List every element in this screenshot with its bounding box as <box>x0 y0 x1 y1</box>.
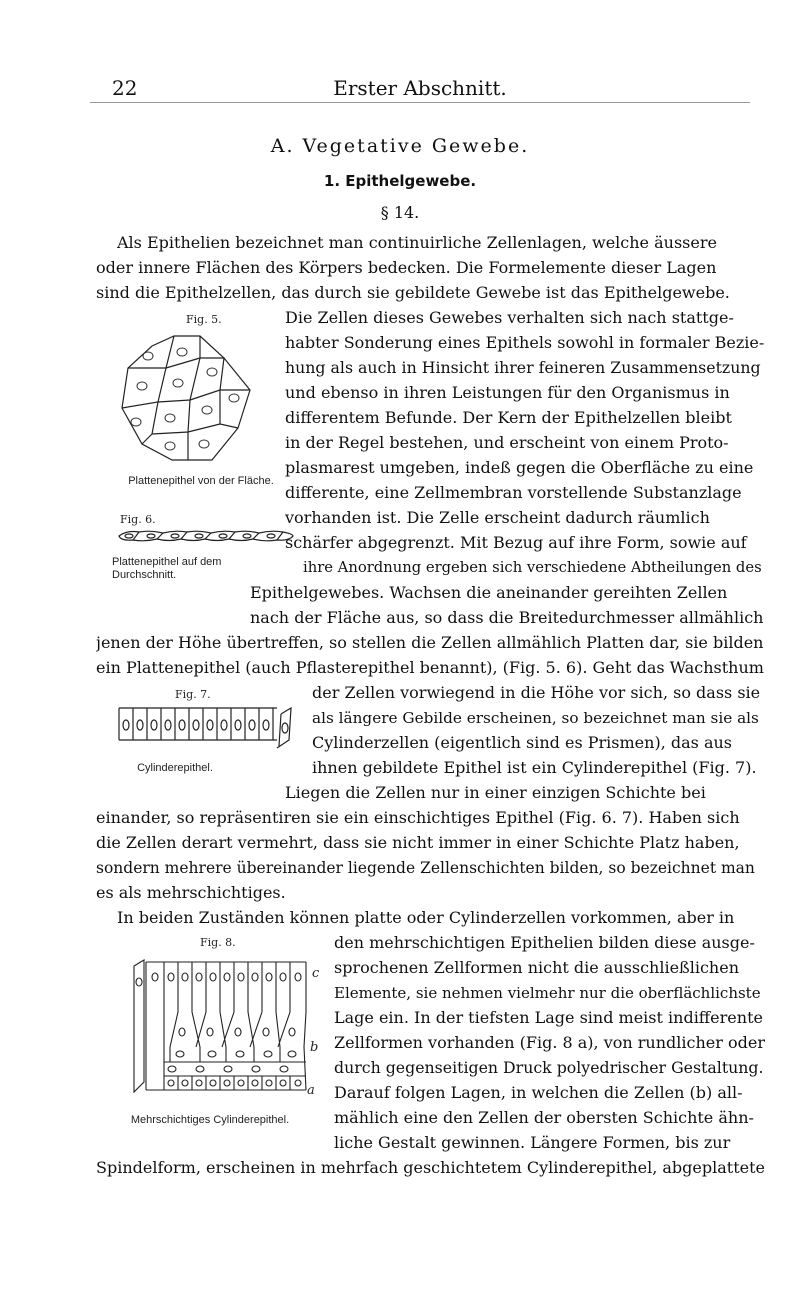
paragraph-mark: § 14. <box>380 203 420 222</box>
text-line: oder innere Flächen des Körpers bedecken. Die Formelemente dieser Lagen <box>96 258 717 277</box>
text-line: und ebenso in ihren Leistungen für den Organismus in <box>285 383 730 402</box>
figure-letter-c: c <box>312 966 320 981</box>
text-line: Als Epithelien bezeichnet man continuirliche Zellenlagen, welche äussere <box>117 233 717 252</box>
text-line: jenen der Höhe übertreffen, so stellen die Zellen allmählich Platten dar, sie bilden <box>96 633 764 652</box>
text-line: schärfer abgegrenzt. Mit Bezug auf ihre Form, sowie auf <box>285 533 747 552</box>
text-line: Lage ein. In der tiefsten Lage sind meist indifferente <box>334 1008 763 1027</box>
figure-letter-b: b <box>310 1040 319 1055</box>
text-line: als längere Gebilde erscheinen, so bezeichnet man sie als <box>312 709 759 727</box>
running-head <box>90 70 750 103</box>
figure-caption: Cylinderepithel. <box>137 762 213 774</box>
text-line: die Zellen derart vermehrt, dass sie nicht immer in einer Schichte Platz haben, <box>96 833 740 852</box>
figure-caption: Plattenepithel von der Fläche. <box>128 475 274 487</box>
text-line: ein Plattenepithel (auch Pflasterepithel benannt), (Fig. 5. 6). Geht das Wachsthum <box>96 658 764 677</box>
text-line: Darauf folgen Lagen, in welchen die Zellen (b) all- <box>334 1083 743 1102</box>
text-line: habter Sonderung eines Epithels sowohl in formaler Bezie- <box>285 333 765 352</box>
running-title: Erster Abschnitt. <box>333 76 507 100</box>
text-line: Cylinderzellen (eigentlich sind es Prismen), das aus <box>312 733 732 752</box>
text-line: einander, so repräsentiren sie ein einschichtiges Epithel (Fig. 6. 7). Haben sich <box>96 808 740 827</box>
text-line: Spindelform, erscheinen in mehrfach geschichtetem Cylinderepithel, abgeplattete <box>96 1158 765 1177</box>
text-line: nach der Fläche aus, so dass die Breitedurchmesser allmählich <box>250 608 764 627</box>
text-line: liche Gestalt gewinnen. Längere Formen, bis zur <box>334 1133 731 1152</box>
page-number: 22 <box>112 76 138 100</box>
text-line: ihre Anordnung ergeben sich verschiedene Abtheilungen des <box>303 559 762 576</box>
figure-letter-a: a <box>307 1083 315 1098</box>
text-line: es als mehrschichtiges. <box>96 883 286 902</box>
text-line: hung als auch in Hinsicht ihrer feineren Zusammensetzung <box>285 358 761 377</box>
text-line: plasmarest umgeben, indeß gegen die Oberfläche zu eine <box>285 458 754 477</box>
mehrschichtiges-cylinderepithel-figure <box>130 952 330 1102</box>
cylinderepithel-figure <box>115 704 295 754</box>
text-line: Epithelgewebes. Wachsen die aneinander gereihten Zellen <box>250 583 728 602</box>
text-line: vorhanden ist. Die Zelle erscheint dadurch räumlich <box>285 508 710 527</box>
text-line: ihnen gebildete Epithel ist ein Cylinderepithel (Fig. 7). <box>312 758 757 777</box>
figure-label: Fig. 7. <box>175 688 211 701</box>
figure-caption: Mehrschichtiges Cylinderepithel. <box>130 1114 290 1126</box>
text-line: differente, eine Zellmembran vorstellende Substanzlage <box>285 483 742 502</box>
text-line: Die Zellen dieses Gewebes verhalten sich nach stattge- <box>285 308 734 327</box>
text-line: sprochenen Zellformen nicht die ausschließlichen <box>334 958 739 977</box>
text-line: der Zellen vorwiegend in die Höhe vor sich, so dass sie <box>312 683 761 702</box>
text-line: durch gegenseitigen Druck polyedrischer Gestaltung. <box>334 1058 764 1077</box>
text-line: Zellformen vorhanden (Fig. 8 a), von rundlicher oder <box>334 1033 765 1052</box>
text-line: in der Regel bestehen, und erscheint von einem Proto- <box>285 433 729 452</box>
text-line: sind die Epithelzellen, das durch sie gebildete Gewebe ist das Epithelgewebe. <box>96 283 730 302</box>
figure-label: Fig. 8. <box>200 936 236 949</box>
text-line: sondern mehrere übereinander liegende Zellenschichten bilden, so bezeichnet man <box>96 859 755 877</box>
text-line: In beiden Zuständen können platte oder Cylinderzellen vorkommen, aber in <box>117 908 735 927</box>
text-line: den mehrschichtigen Epithelien bilden diese ausge- <box>334 933 755 952</box>
figure-label: Fig. 5. <box>186 313 222 326</box>
plattenepithel-section-figure <box>117 529 295 543</box>
text-line: mählich eine den Zellen der obersten Schichte ähn- <box>334 1108 754 1127</box>
plattenepithel-surface-figure <box>112 328 262 468</box>
figure-label: Fig. 6. <box>120 513 156 526</box>
text-line: Elemente, sie nehmen vielmehr nur die oberflächlichste <box>334 984 761 1002</box>
text-line: Liegen die Zellen nur in einer einzigen Schichte bei <box>285 783 706 802</box>
subsection-heading: 1. Epithelgewebe. <box>323 172 477 190</box>
section-heading: A. Vegetative Gewebe. <box>270 135 530 157</box>
text-line: differentem Befunde. Der Kern der Epithelzellen bleibt <box>285 408 732 427</box>
figure-caption: Plattenepithel auf dem Durchschnitt. <box>112 556 222 581</box>
